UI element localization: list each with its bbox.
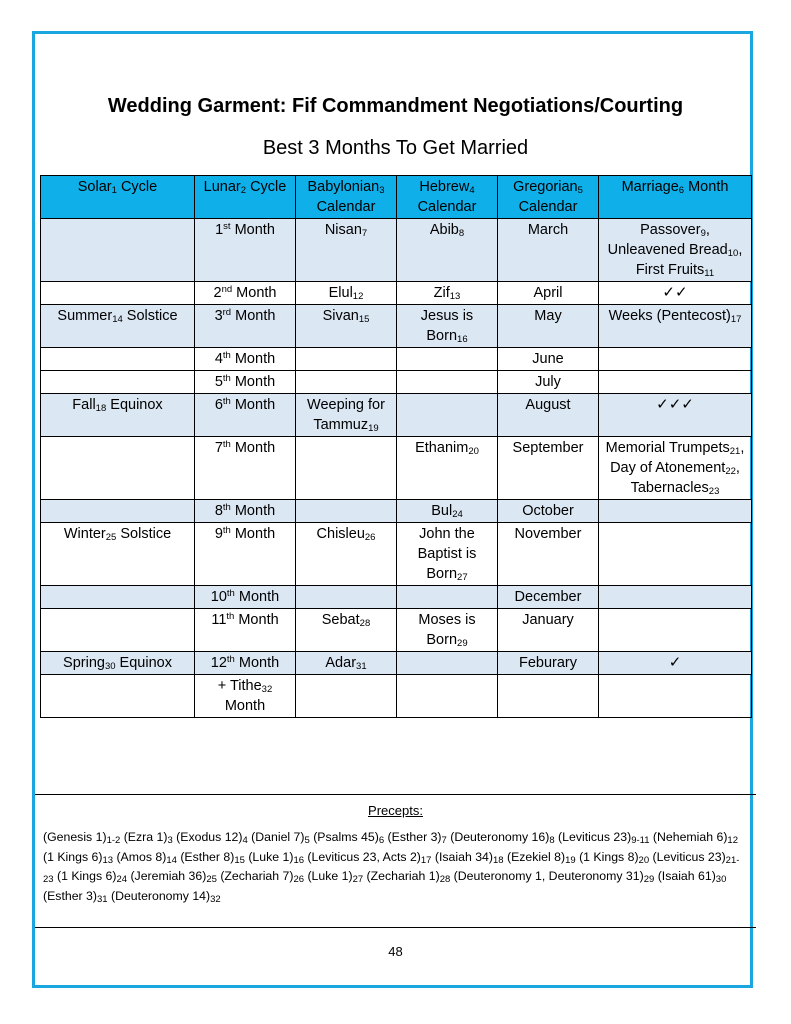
cell-text: Gregorian [513,179,578,195]
table-cell [498,219,599,282]
cell-text: (Deuteronomy 14) [107,888,211,903]
table-cell [296,437,397,500]
table-cell [195,282,296,305]
table-cell [599,437,752,500]
cell-text: Jesus is Born [420,308,474,344]
table-cell [296,523,397,586]
cell-text: Nisan [324,222,362,238]
cell-text: Month [231,308,276,324]
cell-text: , Tabernacles [630,460,740,496]
cell-text: (1 Kings 6) [43,849,103,864]
table-cell [599,500,752,523]
table-cell [397,609,498,652]
footnote-ref: 16 [457,334,468,345]
cell-text: (Amos 8) [113,849,167,864]
table-row [41,652,752,675]
ordinal-suffix: th [226,588,235,599]
cell-text: (Isaiah 61) [654,869,716,883]
cell-text: 4 [214,351,223,367]
table-cell [599,586,752,609]
footnote-ref: 25 [206,874,217,885]
cell-text: (Zechariah 1) [363,869,440,883]
footnote-ref: 12 [727,835,738,846]
ordinal-suffix: th [222,350,231,361]
cell-text: 3 [214,308,223,324]
cell-text: Month [230,440,276,456]
table-cell [397,675,498,718]
footnote-ref: 31 [97,893,108,905]
table-cell [397,652,498,675]
cell-text: Winter [63,526,106,542]
cell-text: Month [230,351,276,367]
footnote-ref: 7 [441,835,447,846]
table-cell [498,500,599,523]
table-cell [599,371,752,394]
page-title: Wedding Garment: Fif Commandment Negotiations/Courting [107,95,684,117]
footnote-ref: 12 [352,291,364,302]
cell-text: November [514,526,582,542]
cell-text: Calendar [417,199,477,215]
footnote-ref: 17 [730,314,742,325]
footnote-ref: 4 [469,185,475,196]
ordinal-suffix: th [222,373,231,384]
cell-text: Lunar [203,179,241,195]
footnote-ref: 8 [458,228,465,239]
cell-text: (Luke 1) [244,849,294,864]
cell-text: Month [684,179,729,195]
page-subtitle: Best 3 Months To Get Married [262,137,529,159]
ordinal-suffix: th [222,502,231,513]
footnote-ref: 9-11 [631,835,650,846]
table-header-row [41,176,752,219]
table-cell [397,348,498,371]
table-cell [498,609,599,652]
cell-text: April [533,285,563,301]
cell-text: 7 [214,440,223,456]
table-cell [195,652,296,675]
footnote-ref: 3 [167,835,173,846]
table-cell [599,305,752,348]
footnote-ref: 26 [293,874,305,885]
cell-text: Weeping for Tammuz [307,397,385,433]
column-header [397,176,498,219]
precepts-section [35,794,756,928]
table-cell [195,219,296,282]
cell-text: Babylonian [307,179,380,195]
footnote-ref: 19 [368,423,379,434]
cell-text: July [535,374,561,390]
cell-text: December [514,589,582,605]
table-cell [195,500,296,523]
footnote-ref: 13 [449,291,461,302]
table-cell [296,282,397,305]
cell-text: Month [230,526,276,542]
cell-text: (Leviticus 23, Acts 2) [304,849,421,864]
cell-text: (Nehemiah 6) [649,830,728,844]
table-cell [195,394,296,437]
cell-text: Feburary [518,655,578,671]
footnote-ref: 30 [715,874,727,885]
cell-text: (Ezra 1) [120,830,168,844]
table-cell [296,394,397,437]
column-header [195,176,296,219]
cell-text: Spring [63,655,105,671]
footnote-ref: 3 [379,185,385,196]
column-header [41,176,195,219]
table-cell [599,348,752,371]
table-row [41,437,752,500]
table-row [41,394,752,437]
footnote-ref: 26 [364,532,376,543]
table-cell [41,609,195,652]
table-cell [397,394,498,437]
table-row [41,609,752,652]
cell-text: Solstice [116,526,172,542]
table-cell [296,652,397,675]
cell-text: (Ezekiel 8) [503,849,566,864]
cell-text: Month [230,397,276,413]
table-cell [41,371,195,394]
cell-text: Chisleu [316,526,365,542]
table-cell [397,437,498,500]
ordinal-suffix: th [226,611,235,622]
footnote-ref: 28 [439,874,451,885]
table-cell [498,652,599,675]
table-cell [397,282,498,305]
cell-text: , Day of Atonement [610,440,745,476]
cell-text: May [534,308,562,324]
table-cell [599,282,752,305]
cell-text: Cycle [116,179,158,195]
table-cell [296,609,397,652]
table-cell [599,609,752,652]
cell-text: , Unleavened Bread [607,222,728,258]
table-cell [498,348,599,371]
cell-text: Month [232,285,277,301]
cell-text: Calendar [518,199,578,215]
ordinal-suffix: th [222,525,231,536]
table-cell [41,282,195,305]
cell-text: Month [234,589,280,605]
footnote-ref: 32 [210,893,221,905]
table-cell [296,219,397,282]
table-row [41,305,752,348]
calendar-table [40,175,752,718]
footnote-ref: 8 [549,835,555,846]
cell-text: January [522,612,574,628]
table-cell [41,348,195,371]
table-cell [195,609,296,652]
cell-text: Month [234,655,280,671]
page-number: 48 [388,944,403,959]
table-cell [195,348,296,371]
ordinal-suffix: nd [221,284,233,295]
cell-text: Zif [433,285,450,301]
footnote-ref: 19 [565,854,576,866]
footnote-ref: 24 [452,509,463,520]
table-cell [397,586,498,609]
cell-text: Month [230,222,275,238]
table-cell [296,500,397,523]
cell-text: (Leviticus 23) [554,830,632,844]
table-cell [397,305,498,348]
cell-text: 8 [214,503,223,519]
cell-text: March [527,222,569,238]
footnote-ref: 32 [261,684,273,695]
cell-text: (Esther 3) [43,888,97,903]
cell-text: June [532,351,564,367]
table-cell [599,652,752,675]
footnote-ref: 22 [725,466,736,477]
cell-text: Calendar [316,199,376,215]
ordinal-suffix: st [223,221,231,232]
table-cell [41,394,195,437]
footnote-ref: 25 [105,532,117,543]
footnote-ref: 24 [116,874,128,885]
ordinal-suffix: th [226,654,235,665]
cell-text: (Luke 1) [304,869,353,883]
cell-text: (Daniel 7) [247,830,305,844]
column-header [498,176,599,219]
footnote-ref: 20 [638,854,650,866]
footnote-ref: 6 [378,835,385,846]
table-cell [195,371,296,394]
cell-text: Adar [325,655,357,671]
table-row [41,219,752,282]
table-cell [498,305,599,348]
table-cell [41,652,195,675]
table-cell [599,394,752,437]
footnote-ref: 28 [359,618,371,629]
cell-text: (Isaiah 34) [431,849,493,864]
check-mark-icon: ✓✓ [662,284,688,301]
table-cell [397,523,498,586]
cell-text: Elul [328,285,353,301]
footnote-ref: 14 [166,854,177,866]
table-cell [397,500,498,523]
footnote-ref: 29 [457,638,468,649]
table-cell [498,282,599,305]
table-cell [41,305,195,348]
table-row [41,675,752,718]
table-row [41,371,752,394]
cell-text: Solstice [122,308,178,324]
cell-text: (1 Kings 6) [53,869,117,883]
table-cell [296,348,397,371]
cell-text: 9 [214,526,223,542]
cell-text: 2 [213,285,222,301]
cell-text: (Esther 8) [176,849,235,864]
footnote-ref: 23 [708,486,720,497]
ordinal-suffix: th [222,396,231,407]
cell-text: Solar [77,179,112,195]
table-cell [41,500,195,523]
table-cell [498,437,599,500]
table-row [41,500,752,523]
footnote-ref: 1-2 [106,835,121,846]
cell-text: (1 Kings 8) [575,849,639,864]
cell-text: (Esther 3) [384,830,442,844]
cell-text: 1 [215,222,224,238]
footnote-ref: 9 [700,228,706,239]
cell-text: October [522,503,574,519]
precepts-title: Precepts: [368,803,423,818]
cell-text: Month [234,612,279,628]
table-cell [296,675,397,718]
footnote-ref: 31 [356,661,367,672]
cell-text: + Tithe [217,678,262,694]
cell-text: Month [224,698,266,714]
table-cell [41,586,195,609]
footnote-ref: 14 [112,314,123,325]
column-header [599,176,752,219]
check-mark-icon: ✓ [668,654,682,671]
table-cell [397,371,498,394]
table-cell [41,523,195,586]
footnote-ref: 15 [234,854,245,866]
cell-text: 6 [214,397,223,413]
table-cell [599,523,752,586]
cell-text: Weeks (Pentecost) [608,308,731,324]
cell-text: (Jeremiah 36) [127,869,207,883]
footnote-ref: 29 [643,874,655,885]
footnote-ref: 7 [361,228,368,239]
footnote-ref: 10 [727,248,739,259]
column-header [296,176,397,219]
cell-text: Month [230,503,276,519]
cell-text: Summer [57,308,113,324]
table-cell [498,394,599,437]
cell-text: , First Fruits [635,242,743,278]
table-body [41,219,752,718]
cell-text: (Leviticus 23) [649,849,726,864]
footnote-ref: 16 [293,854,305,866]
cell-text: Sebat [321,612,360,628]
table-cell [498,675,599,718]
footnote-ref: 2 [240,185,247,196]
cell-text: Marriage [621,179,679,195]
footnote-ref: 6 [678,185,685,196]
check-mark-icon: ✓✓✓ [656,396,694,413]
footnote-ref: 27 [457,572,468,583]
cell-text: (Zechariah 7) [216,869,294,883]
table-cell [41,219,195,282]
footnote-ref: 13 [102,854,114,866]
table-row [41,348,752,371]
cell-text: Equinox [115,655,172,671]
cell-text: Passover [640,222,701,238]
cell-text: September [512,440,584,456]
footnote-ref: 21-23 [43,854,740,885]
table-row [41,523,752,586]
table-cell [296,371,397,394]
footnote-ref: 30 [104,661,116,672]
footnote-ref: 1 [111,185,117,196]
precepts-text [43,828,748,906]
cell-text: Ethanim [415,440,469,456]
cell-text: Month [230,374,276,390]
cell-text: 5 [214,374,223,390]
table-cell [599,219,752,282]
footnote-ref: 17 [420,854,432,866]
cell-text: (Deuteronomy 16) [446,830,550,844]
cell-text: Equinox [106,397,163,413]
footnote-ref: 15 [358,314,370,325]
footnote-ref: 5 [304,835,310,846]
cell-text: (Genesis 1) [43,830,107,844]
cell-text: Cycle [246,179,287,195]
footnote-ref: 18 [95,403,107,414]
table-cell [599,675,752,718]
cell-text: 10 [210,589,227,605]
cell-text: 12 [210,655,227,671]
cell-text: (Deuteronomy 1, Deuteronomy 31) [450,869,644,883]
cell-text: Fall [72,397,96,413]
table-row [41,282,752,305]
cell-text: August [525,397,571,413]
table-cell [195,437,296,500]
ordinal-suffix: rd [222,307,232,318]
table-cell [195,675,296,718]
table-cell [296,305,397,348]
cell-text: Hebrew [419,179,470,195]
cell-text: Sivan [322,308,359,324]
table-cell [195,523,296,586]
table-cell [498,523,599,586]
footnote-ref: 21 [729,446,741,457]
table-cell [397,219,498,282]
cell-text: Abib [429,222,459,238]
cell-text: Memorial Trumpets [605,440,730,456]
cell-text: John the Baptist is Born [417,526,477,582]
table-cell [498,371,599,394]
footnote-ref: 11 [704,268,715,279]
table-cell [498,586,599,609]
footnote-ref: 27 [352,874,364,885]
table-cell [41,437,195,500]
cell-text: (Psalms 45) [309,830,379,844]
footnote-ref: 5 [577,185,583,196]
table-cell [195,305,296,348]
table-row [41,586,752,609]
table-cell [41,675,195,718]
ordinal-suffix: th [222,439,231,450]
footnote-ref: 18 [492,854,504,866]
footnote-ref: 20 [468,446,479,457]
cell-text: Bul [431,503,453,519]
cell-text: 11 [211,612,227,628]
table-cell [195,586,296,609]
cell-text: (Exodus 12) [172,830,243,844]
cell-text: Moses is Born [418,612,476,648]
table-cell [296,586,397,609]
footnote-ref: 4 [242,835,248,846]
